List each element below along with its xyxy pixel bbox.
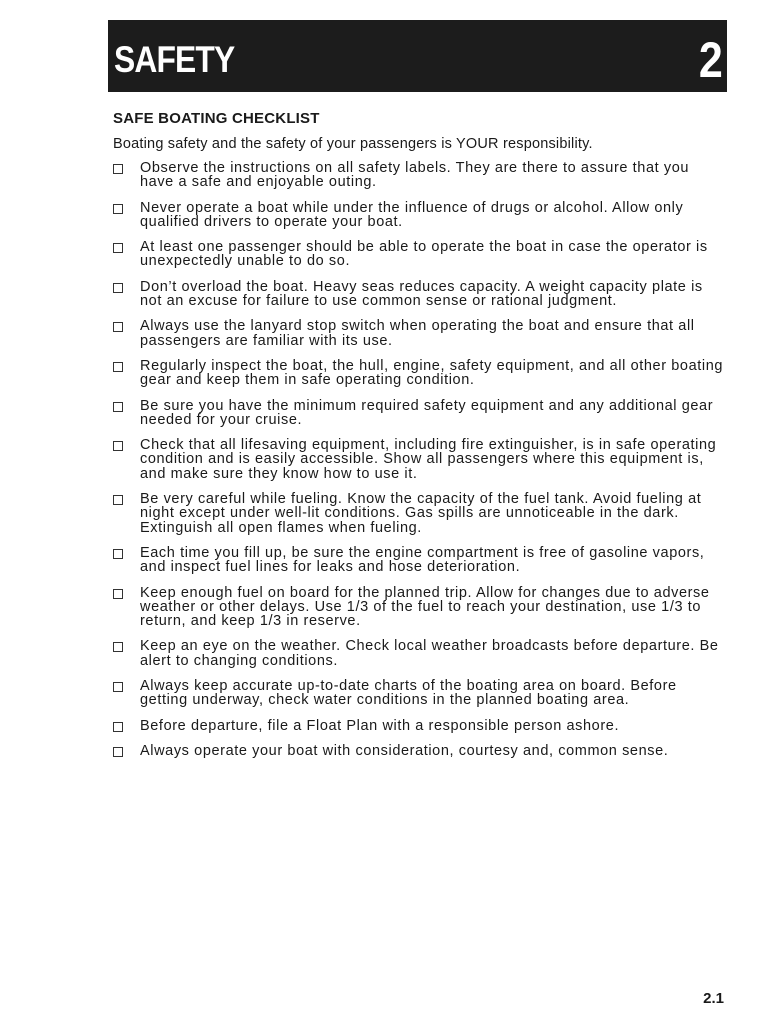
checklist-item — [113, 546, 725, 575]
checkbox-icon[interactable] — [113, 283, 123, 293]
checklist-item-text: Always operate your boat with consideration, courtesy and, common sense. — [140, 742, 669, 759]
checklist-item — [113, 438, 725, 481]
checklist-item — [113, 399, 725, 428]
checkbox-icon[interactable] — [113, 495, 123, 505]
checkbox-icon[interactable] — [113, 589, 123, 599]
chapter-number: 2 — [699, 32, 723, 88]
section-heading: SAFE BOATING CHECKLIST — [113, 110, 320, 127]
checkbox-icon[interactable] — [113, 362, 123, 372]
checklist-item-text: At least one passenger should be able to operate the boat in case the operator is unexpectedly unable to do so. — [140, 239, 708, 270]
checklist-item-text: Check that all lifesaving equipment, including fire extinguisher, is in safe operating condition and is easily accessible. Show all passengers where this equipment is, and make sure they know how to use it. — [140, 437, 717, 482]
checklist-item-text: Regularly inspect the boat, the hull, engine, safety equipment, and all other boating gear and keep them in safe operating condition. — [140, 357, 724, 389]
checklist-item-text: Never operate a boat while under the influence of drugs or alcohol. Allow only qualified drivers to operate your boat. — [140, 199, 684, 230]
main-content — [113, 110, 725, 769]
checklist-item — [113, 639, 725, 668]
checklist-item — [113, 161, 725, 190]
checklist-item — [113, 280, 725, 309]
safety-checklist — [113, 161, 725, 758]
checkbox-icon[interactable] — [113, 204, 123, 214]
checklist-item-text: Always use the lanyard stop switch when operating the boat and ensure that all passengers are familiar with its use. — [140, 318, 695, 349]
page-number: 2.1 — [703, 990, 724, 1007]
checklist-item-text: Observe the instructions on all safety labels. They are there to assure that you have a safe and enjoyable outing. — [140, 160, 690, 191]
checklist-item-text: Each time you fill up, be sure the engine compartment is free of gasoline vapors, and inspect fuel lines for leaks and hose deterioration. — [140, 544, 705, 576]
checklist-item-text: Keep an eye on the weather. Check local weather broadcasts before departure. Be alert to changing conditions. — [140, 638, 719, 669]
checklist-item-text: Keep enough fuel on board for the planned trip. Allow for changes due to adverse weather or other delays. Use 1/3 of the fuel to reach your destination, use 1/3 to return, and keep 1/3 in reserve. — [140, 584, 710, 630]
checklist-item-text: Always keep accurate up-to-date charts of the boating area on board. Before getting underway, check water conditions in the planned boating area. — [140, 678, 677, 709]
chapter-header — [108, 20, 727, 92]
checklist-item — [113, 359, 725, 388]
chapter-title: SAFETY — [114, 39, 235, 80]
checkbox-icon[interactable] — [113, 747, 123, 757]
checkbox-icon[interactable] — [113, 243, 123, 253]
intro-text: Boating safety and the safety of your passengers is YOUR responsibility. — [113, 136, 593, 152]
checklist-item — [113, 492, 725, 535]
checklist-item — [113, 719, 725, 733]
checklist-item — [113, 586, 725, 629]
checklist-item-text: Before departure, file a Float Plan with a responsible person ashore. — [140, 717, 620, 734]
checkbox-icon[interactable] — [113, 322, 123, 332]
checkbox-icon[interactable] — [113, 402, 123, 412]
checklist-item-text: Be very careful while fueling. Know the capacity of the fuel tank. Avoid fueling at night except under well-lit conditions. Gas spills are unnoticeable in the dark. Extinguish all open flames when fueling. — [140, 491, 702, 536]
checklist-item-text: Don’t overload the boat. Heavy seas reduces capacity. A weight capacity plate is not an excuse for failure to use common sense or rational judgment. — [140, 278, 703, 310]
checkbox-icon[interactable] — [113, 722, 123, 732]
checkbox-icon[interactable] — [113, 642, 123, 652]
checkbox-icon[interactable] — [113, 549, 123, 559]
checkbox-icon[interactable] — [113, 441, 123, 451]
checkbox-icon[interactable] — [113, 164, 123, 174]
checklist-item-text: Be sure you have the minimum required safety equipment and any additional gear needed for your cruise. — [140, 397, 714, 428]
checkbox-icon[interactable] — [113, 682, 123, 692]
checklist-item — [113, 240, 725, 269]
checklist-item — [113, 201, 725, 230]
checklist-item — [113, 319, 725, 348]
checklist-item — [113, 744, 725, 758]
checklist-item — [113, 679, 725, 708]
